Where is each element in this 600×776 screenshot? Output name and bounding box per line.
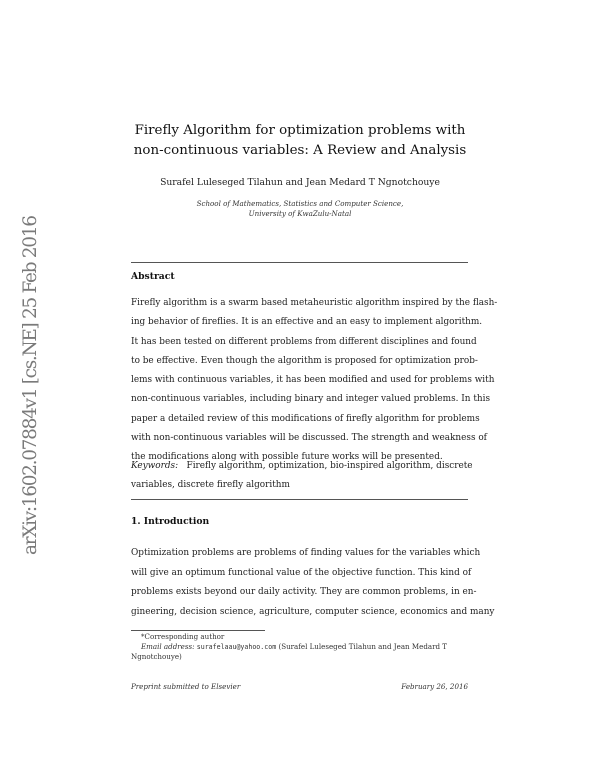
footnote-email-label: Email address: (141, 642, 195, 652)
abstract-line: lems with continuous variables, it has been modified and used for problems with (131, 375, 495, 385)
footnote-email-line (131, 642, 468, 652)
footnote-names-2: Ngnotchouye) (131, 652, 182, 662)
abstract-line: ing behavior of fireflies. It is an effective and an easy to implement algorithm. (131, 317, 483, 328)
abstract-line: non-continuous variables, including binary and integer valued problems. In this (131, 394, 491, 405)
introduction-line: problems exists beyond our daily activity. They are common problems, in en- (131, 587, 477, 597)
keywords-label: Keywords: (131, 461, 179, 471)
affiliation (100, 199, 500, 219)
introduction-line: will give an optimum functional value of the objective function. This kind of (131, 567, 472, 578)
paper-title-line-1: Firefly Algorithm for optimization problems with (134, 123, 466, 138)
abstract-body (131, 294, 498, 467)
footer-date: February 26, 2016 (401, 682, 468, 691)
abstract-line: It has been tested on different problems from different disciplines and found (131, 336, 477, 347)
abstract-top-rule (131, 262, 468, 263)
email-link[interactable]: surafelaau@yahoo.com (196, 643, 277, 652)
abstract-line: Firefly algorithm is a swarm based metaheuristic algorithm inspired by the flash- (131, 298, 498, 308)
arxiv-identifier-stamp (14, 205, 42, 555)
keywords-text-2: variables, discrete firefly algorithm (131, 480, 290, 491)
abstract-line: the modifications along with possible future works will be presented. (131, 452, 443, 462)
abstract-bottom-rule (131, 499, 468, 500)
paper-title (100, 121, 500, 161)
affiliation-line-2: University of KwaZulu-Natal (248, 209, 352, 218)
keywords (131, 457, 473, 496)
paper-title-line-2: non-continuous variables: A Review and Analysis (133, 143, 467, 158)
section-heading-introduction: 1. Introduction (131, 516, 210, 527)
introduction-body (131, 544, 495, 622)
footer-preprint-note: Preprint submitted to Elsevier (131, 682, 241, 691)
author-list: Surafel Luleseged Tilahun and Jean Medard T Ngnotchouye (160, 177, 440, 188)
abstract-heading: Abstract (131, 271, 175, 282)
keywords-text-1: Firefly algorithm, optimization, bio-inspired algorithm, discrete (186, 461, 473, 471)
arxiv-identifier-text: arXiv:1602.07884v1 [cs.NE] 25 Feb 2016 (20, 215, 41, 555)
keywords-line-1 (131, 457, 473, 476)
footnote-corresponding: *Corresponding author (141, 632, 225, 641)
footnote (131, 632, 468, 663)
abstract-line: to be effective. Even though the algorithm is proposed for optimization prob- (131, 355, 478, 366)
abstract-line: with non-continuous variables will be discussed. The strength and weakness of (131, 432, 487, 443)
abstract-line: paper a detailed review of this modifications of firefly algorithm for problems (131, 413, 480, 424)
introduction-line: gineering, decision science, agriculture, computer science, economics and many (131, 606, 495, 617)
page-footer (131, 682, 468, 691)
footnote-names-1: (Surafel Luleseged Tilahun and Jean Medard T (278, 642, 448, 652)
introduction-line: Optimization problems are problems of finding values for the variables which (131, 548, 481, 558)
affiliation-line-1: School of Mathematics, Statistics and Computer Science, (196, 199, 404, 208)
footnote-rule (131, 630, 265, 631)
